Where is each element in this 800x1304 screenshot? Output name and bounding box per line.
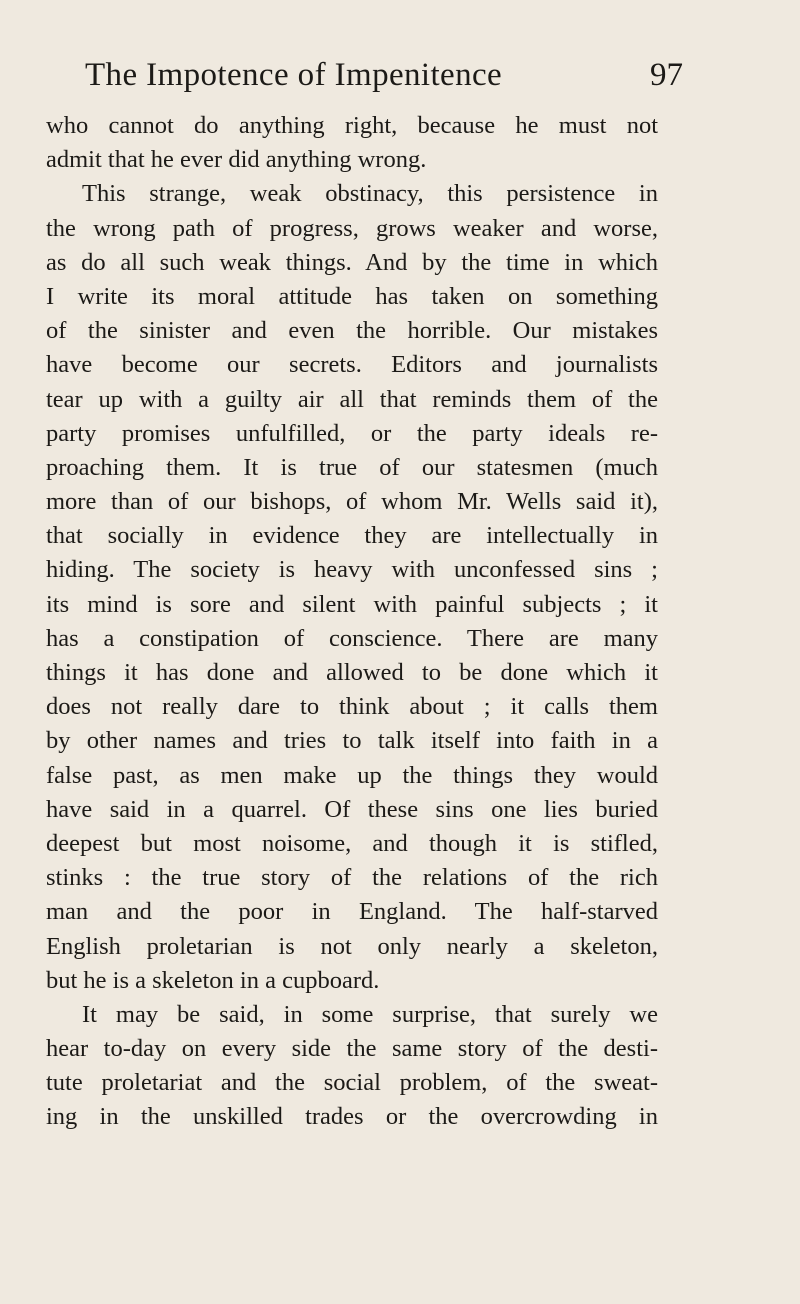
running-title: The Impotence of Impenitence: [85, 57, 503, 93]
text-line: ing in the unskilled trades or the overcrowding in: [46, 1103, 658, 1131]
text-line: of the sinister and even the horrible. Our mistakes: [46, 317, 658, 345]
text-line: have become our secrets. Editors and journalists: [46, 351, 658, 379]
text-line: hear to-day on every side the same story of the desti-: [46, 1035, 658, 1063]
text-line: has a constipation of conscience. There are many: [46, 624, 658, 652]
text-line: party promises unfulfilled, or the party ideals re-: [46, 419, 658, 447]
text-line: false past, as men make up the things they would: [46, 761, 658, 789]
text-line: more than of our bishops, of whom Mr. Wells said it),: [46, 488, 658, 516]
text-line: It may be said, in some surprise, that surely we: [82, 1000, 658, 1028]
text-line: but he is a skeleton in a cupboard.: [46, 966, 380, 994]
text-line: its mind is sore and silent with painful subjects ; it: [46, 590, 658, 618]
text-line: tear up with a guilty air all that reminds them of the: [46, 385, 658, 413]
text-line: as do all such weak things. And by the time in which: [46, 248, 658, 276]
text-line: things it has done and allowed to be done which it: [46, 659, 658, 686]
text-line: This strange, weak obstinacy, this persistence in: [82, 180, 658, 208]
text-line: man and the poor in England. The half-starved: [46, 898, 658, 926]
running-head: [85, 52, 683, 98]
page-number: 97: [650, 57, 683, 93]
text-line: the wrong path of progress, grows weaker and worse,: [46, 214, 658, 242]
text-line: by other names and tries to talk itself into faith in a: [46, 727, 658, 755]
text-line: proaching them. It is true of our statesmen (much: [46, 453, 658, 481]
text-line: admit that he ever did anything wrong.: [46, 146, 427, 174]
text-line: that socially in evidence they are intellectually in: [46, 522, 658, 550]
text-line: does not really dare to think about ; it calls them: [46, 693, 658, 721]
text-line: stinks : the true story of the relations of the rich: [46, 864, 658, 892]
text-line: deepest but most noisome, and though it is stifled,: [46, 829, 658, 857]
body-text: [46, 109, 658, 1135]
text-line: who cannot do anything right, because he must not: [46, 112, 658, 139]
text-line: I write its moral attitude has taken on something: [46, 282, 658, 310]
text-line: hiding. The society is heavy with unconfessed sins ;: [46, 556, 658, 584]
text-line: English proletarian is not only nearly a skeleton,: [46, 932, 658, 960]
text-line: tute proletariat and the social problem, of the sweat-: [46, 1069, 658, 1097]
text-line: have said in a quarrel. Of these sins one lies buried: [46, 795, 658, 823]
